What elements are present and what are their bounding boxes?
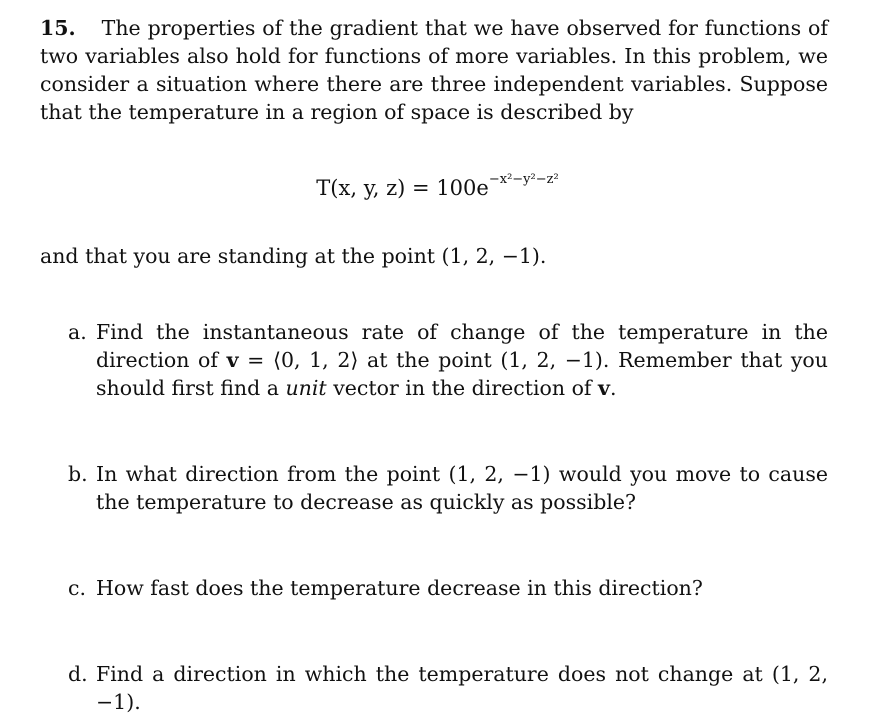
problem-intro: [40, 14, 828, 126]
part-a-text-4: .: [609, 376, 617, 400]
part-a-text-1: Find the instantaneous rate of change of the temperature in the direction of: [96, 320, 828, 372]
temperature-equation: [0, 170, 875, 202]
part-d-text: Find a direction in which the temperature does not change at (1, 2, −1).: [96, 662, 828, 714]
part-a-letter: a.: [68, 320, 87, 344]
part-c-text: How fast does the temperature decrease in this direction?: [96, 576, 703, 600]
part-b-letter: b.: [68, 462, 88, 486]
part-a-text-3: vector in the direction of: [326, 376, 599, 400]
part-c-letter: c.: [68, 576, 86, 600]
equation-lhs: T(x, y, z) = 100e: [316, 176, 489, 200]
part-a-text: [96, 318, 828, 402]
problem-intro-text: The properties of the gradient that we have observed for functions of two variables also hold for functions of more variables. In this problem, we consider a situation where there are three independent variables. Suppose that the temperature in a region of space is described by: [40, 16, 828, 124]
standing-point-text: and that you are standing at the point (1, 2, −1).: [40, 244, 547, 268]
part-d: [68, 660, 828, 716]
part-d-letter: d.: [68, 662, 88, 686]
part-a-unit-italic: unit: [285, 376, 327, 400]
part-a: [68, 318, 828, 402]
problem-number: 15.: [40, 16, 76, 40]
part-a-text-2: = ⟨0, 1, 2⟩ at the point (1, 2, −1). Remember that you should first find a: [96, 348, 828, 400]
part-a-vector-v-2: v: [598, 376, 610, 400]
equation-exponent: −x²−y²−z²: [488, 172, 559, 187]
part-b-text: In what direction from the point (1, 2, −1) would you move to cause the temperature to decrease as quickly as possible?: [96, 462, 828, 514]
part-c: [68, 574, 828, 602]
part-a-vector-v: v: [226, 348, 239, 372]
part-b: [68, 460, 828, 516]
